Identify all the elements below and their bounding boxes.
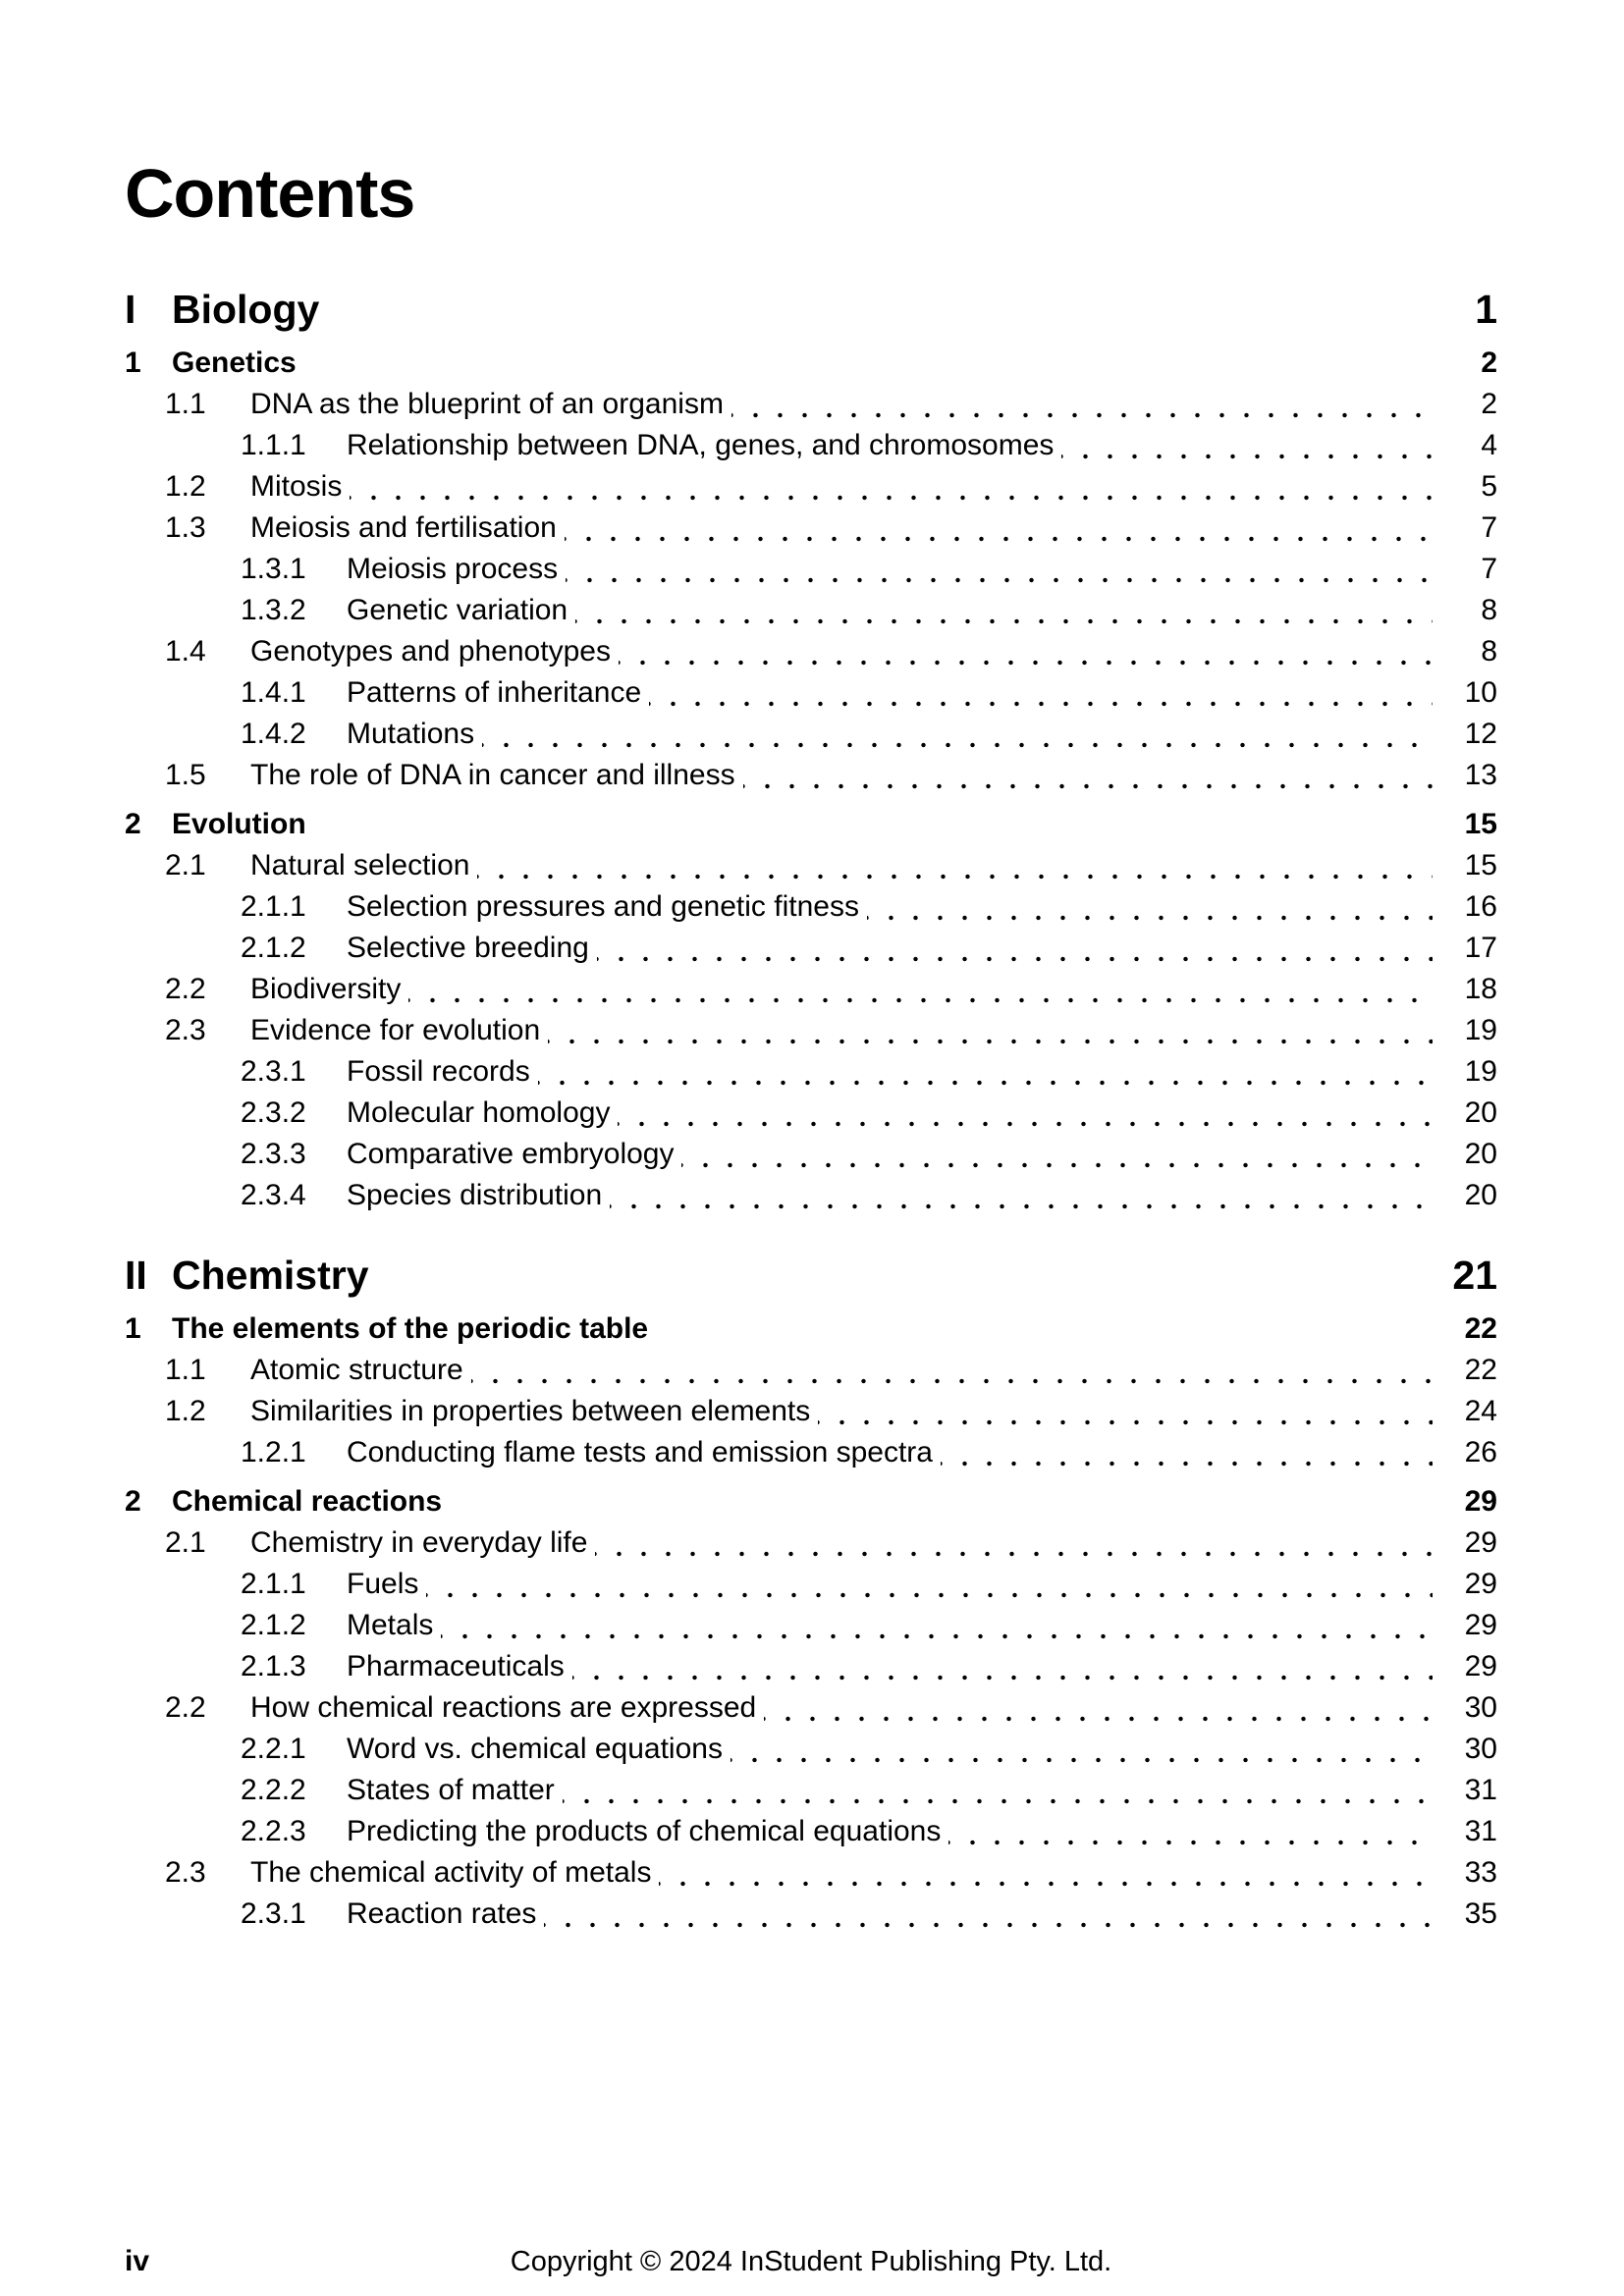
toc-subsection-page: 12 <box>1464 718 1497 750</box>
toc-subsection-number: 2.2.3 <box>241 1815 306 1847</box>
toc-subsection-title: Selective breeding <box>347 932 589 964</box>
toc-subsection-number: 2.3.1 <box>241 1897 306 1930</box>
toc-subsection-title: Molecular homology <box>347 1096 611 1129</box>
toc-part-number: I <box>125 287 136 332</box>
dot-leader <box>563 1770 1433 1811</box>
toc-subsection-page: 7 <box>1481 553 1497 585</box>
toc-chapter-title: Evolution <box>172 808 306 840</box>
toc-section-title: Similarities in properties between elements <box>250 1395 811 1427</box>
toc-chapter-number: 1 <box>125 347 141 379</box>
dot-leader <box>548 1010 1433 1051</box>
toc-chapter-row[interactable] <box>125 1481 1497 1522</box>
toc-section-row[interactable] <box>125 755 1497 796</box>
toc-section-title: Genotypes and phenotypes <box>250 635 611 667</box>
toc-chapter-title: The elements of the periodic table <box>172 1312 649 1345</box>
toc-chapter-row[interactable] <box>125 343 1497 384</box>
dot-leader <box>659 1852 1433 1894</box>
toc-subsection-page: 4 <box>1481 429 1497 461</box>
dot-leader <box>681 1134 1433 1175</box>
toc-chapter-row[interactable] <box>125 1308 1497 1350</box>
dot-leader <box>482 714 1433 755</box>
toc-subsection-number: 2.1.1 <box>241 1568 306 1600</box>
toc-section-row[interactable] <box>125 1391 1497 1432</box>
toc-subsection-page: 31 <box>1464 1774 1497 1806</box>
toc-subsection-title: Fuels <box>347 1568 419 1600</box>
toc-section-number: 1.2 <box>165 1395 206 1427</box>
toc-section-page: 8 <box>1481 635 1497 667</box>
toc-subsection-title: Genetic variation <box>347 594 568 626</box>
toc-section-page: 22 <box>1464 1354 1497 1386</box>
toc-part-number: II <box>125 1253 147 1298</box>
toc-subsection-number: 2.3.2 <box>241 1096 306 1129</box>
toc-section-title: Biodiversity <box>250 973 402 1005</box>
toc-section-number: 2.3 <box>165 1014 206 1046</box>
toc-chapter-page: 29 <box>1464 1485 1497 1518</box>
toc-section-title: DNA as the blueprint of an organism <box>250 388 724 420</box>
toc-subsection-title: Fossil records <box>347 1055 530 1088</box>
toc-subsection-page: 10 <box>1464 676 1497 709</box>
dot-leader <box>408 969 1433 1010</box>
toc-section-page: 30 <box>1464 1691 1497 1724</box>
toc-chapter-page: 2 <box>1481 347 1497 379</box>
toc-subsection-number: 1.2.1 <box>241 1436 306 1468</box>
toc-subsection-title: Patterns of inheritance <box>347 676 642 709</box>
toc-subsection-number: 1.3.2 <box>241 594 306 626</box>
dot-leader <box>818 1391 1433 1432</box>
toc-subsection-row[interactable] <box>125 1811 1497 1852</box>
toc-part-row[interactable] <box>125 1250 1497 1301</box>
toc-subsection-number: 2.3.4 <box>241 1179 306 1211</box>
toc-section-number: 1.4 <box>165 635 206 667</box>
toc-subsection-row[interactable] <box>125 590 1497 631</box>
toc-section-page: 29 <box>1464 1526 1497 1559</box>
toc-subsection-title: Relationship between DNA, genes, and chromosomes <box>347 429 1055 461</box>
toc-subsection-page: 35 <box>1464 1897 1497 1930</box>
toc-section-page: 18 <box>1464 973 1497 1005</box>
toc-chapter-number: 2 <box>125 808 141 840</box>
toc-subsection-row[interactable] <box>125 1729 1497 1770</box>
toc-subsection-page: 8 <box>1481 594 1497 626</box>
toc-section-page: 19 <box>1464 1014 1497 1046</box>
toc-section-page: 13 <box>1464 759 1497 791</box>
toc-subsection-page: 31 <box>1464 1815 1497 1847</box>
toc-section-title: Evidence for evolution <box>250 1014 541 1046</box>
toc-section-title: Meiosis and fertilisation <box>250 511 557 544</box>
toc-section-row[interactable] <box>125 969 1497 1010</box>
toc-subsection-title: Reaction rates <box>347 1897 537 1930</box>
toc-subsection-row[interactable] <box>125 1093 1497 1134</box>
toc-section-row[interactable] <box>125 1350 1497 1391</box>
toc-section-title: Atomic structure <box>250 1354 463 1386</box>
toc-section-title: How chemical reactions are expressed <box>250 1691 757 1724</box>
dot-leader <box>471 1350 1433 1391</box>
toc-subsection-title: Predicting the products of chemical equations <box>347 1815 942 1847</box>
toc-subsection-row[interactable] <box>125 928 1497 969</box>
toc-section-row[interactable] <box>125 1522 1497 1564</box>
toc-subsection-row[interactable] <box>125 1134 1497 1175</box>
dot-leader <box>649 672 1433 714</box>
dot-leader <box>764 1687 1433 1729</box>
footer-page-number: iv <box>125 2245 150 2277</box>
toc-subsection-title: Species distribution <box>347 1179 603 1211</box>
toc-part-page: 1 <box>1475 287 1497 332</box>
toc-chapter-page: 15 <box>1464 808 1497 840</box>
toc-subsection-number: 1.4.1 <box>241 676 306 709</box>
toc-section-number: 1.2 <box>165 470 206 503</box>
toc-chapter-row[interactable] <box>125 804 1497 845</box>
toc-part-title: Biology <box>172 287 320 332</box>
toc-subsection-row[interactable] <box>125 1770 1497 1811</box>
toc-section-page: 5 <box>1481 470 1497 503</box>
toc-section-number: 1.1 <box>165 1354 206 1386</box>
dot-leader <box>867 886 1433 928</box>
toc-subsection-row[interactable] <box>125 1646 1497 1687</box>
toc-subsection-row[interactable] <box>125 672 1497 714</box>
dot-leader <box>350 466 1433 507</box>
dot-leader <box>731 1729 1433 1770</box>
toc-part-title: Chemistry <box>172 1253 369 1298</box>
toc-section-title: The role of DNA in cancer and illness <box>250 759 735 791</box>
toc-subsection-page: 19 <box>1464 1055 1497 1088</box>
toc-part-page: 21 <box>1452 1253 1497 1298</box>
toc-subsection-page: 20 <box>1464 1138 1497 1170</box>
toc-subsection-number: 2.2.2 <box>241 1774 306 1806</box>
toc-subsection-number: 2.1.3 <box>241 1650 306 1682</box>
toc-subsection-page: 16 <box>1464 890 1497 923</box>
dot-leader <box>619 631 1433 672</box>
toc-section-number: 1.5 <box>165 759 206 791</box>
toc-section-row[interactable] <box>125 466 1497 507</box>
toc-section-page: 2 <box>1481 388 1497 420</box>
dot-leader <box>941 1432 1433 1473</box>
toc-subsection-number: 2.2.1 <box>241 1733 306 1765</box>
toc-section-title: Chemistry in everyday life <box>250 1526 588 1559</box>
toc-subsection-row[interactable] <box>125 1894 1497 1935</box>
toc-subsection-row[interactable] <box>125 549 1497 590</box>
toc-subsection-page: 29 <box>1464 1650 1497 1682</box>
toc-subsection-number: 1.4.2 <box>241 718 306 750</box>
toc-section-row[interactable] <box>125 631 1497 672</box>
toc-section-row[interactable] <box>125 1687 1497 1729</box>
toc-subsection-page: 20 <box>1464 1096 1497 1129</box>
toc-subsection-title: Pharmaceuticals <box>347 1650 565 1682</box>
dot-leader <box>477 845 1433 886</box>
toc-subsection-page: 30 <box>1464 1733 1497 1765</box>
toc-subsection-title: States of matter <box>347 1774 555 1806</box>
toc-section-title: Natural selection <box>250 849 470 881</box>
toc-subsection-row[interactable] <box>125 1175 1497 1216</box>
toc-section-row[interactable] <box>125 1010 1497 1051</box>
dot-leader <box>743 755 1433 796</box>
dot-leader <box>538 1051 1433 1093</box>
toc-section-number: 2.2 <box>165 973 206 1005</box>
dot-leader <box>610 1175 1433 1216</box>
toc-chapter-number: 1 <box>125 1312 141 1345</box>
dot-leader <box>618 1093 1433 1134</box>
toc-subsection-title: Mutations <box>347 718 475 750</box>
toc-subsection-title: Word vs. chemical equations <box>347 1733 723 1765</box>
toc-subsection-row[interactable] <box>125 1564 1497 1605</box>
toc-subsection-row[interactable] <box>125 886 1497 928</box>
toc-subsection-title: Metals <box>347 1609 434 1641</box>
page-footer <box>125 2241 1497 2282</box>
toc-section-row[interactable] <box>125 507 1497 549</box>
toc-subsection-page: 29 <box>1464 1609 1497 1641</box>
toc-section-page: 33 <box>1464 1856 1497 1889</box>
dot-leader <box>566 549 1433 590</box>
toc-subsection-number: 1.3.1 <box>241 553 306 585</box>
toc-subsection-page: 20 <box>1464 1179 1497 1211</box>
dot-leader <box>426 1564 1433 1605</box>
dot-leader <box>731 384 1433 425</box>
toc-section-title: The chemical activity of metals <box>250 1856 652 1889</box>
toc-section-number: 1.1 <box>165 388 206 420</box>
toc-subsection-title: Selection pressures and genetic fitness <box>347 890 859 923</box>
toc-section-row[interactable] <box>125 845 1497 886</box>
toc-part-row[interactable] <box>125 284 1497 335</box>
toc-subsection-title: Conducting flame tests and emission spectra <box>347 1436 933 1468</box>
dot-leader <box>597 928 1433 969</box>
dot-leader <box>572 1646 1433 1687</box>
toc-subsection-number: 1.1.1 <box>241 429 306 461</box>
dot-leader <box>544 1894 1433 1935</box>
dot-leader <box>1061 425 1433 466</box>
toc-section-number: 2.3 <box>165 1856 206 1889</box>
page-title: Contents <box>125 155 415 232</box>
toc-chapter-page: 22 <box>1464 1312 1497 1345</box>
toc-chapter-title: Genetics <box>172 347 297 379</box>
dot-leader <box>575 590 1433 631</box>
toc-subsection-page: 29 <box>1464 1568 1497 1600</box>
toc-subsection-page: 17 <box>1464 932 1497 964</box>
toc-subsection-row[interactable] <box>125 1605 1497 1646</box>
toc-section-row[interactable] <box>125 384 1497 425</box>
toc-section-page: 7 <box>1481 511 1497 544</box>
toc-subsection-title: Meiosis process <box>347 553 559 585</box>
toc-section-number: 1.3 <box>165 511 206 544</box>
toc-chapter-number: 2 <box>125 1485 141 1518</box>
toc-subsection-number: 2.3.1 <box>241 1055 306 1088</box>
dot-leader <box>441 1605 1433 1646</box>
toc-section-number: 2.1 <box>165 849 206 881</box>
toc-subsection-title: Comparative embryology <box>347 1138 675 1170</box>
toc-section-page: 15 <box>1464 849 1497 881</box>
toc-subsection-number: 2.1.2 <box>241 1609 306 1641</box>
toc-section-number: 2.1 <box>165 1526 206 1559</box>
toc-subsection-page: 26 <box>1464 1436 1497 1468</box>
toc-section-number: 2.2 <box>165 1691 206 1724</box>
footer-copyright: Copyright © 2024 InStudent Publishing Pty. Ltd. <box>510 2246 1112 2277</box>
toc-subsection-number: 2.1.1 <box>241 890 306 923</box>
toc-subsection-row[interactable] <box>125 1432 1497 1473</box>
toc-subsection-row[interactable] <box>125 425 1497 466</box>
toc-subsection-number: 2.1.2 <box>241 932 306 964</box>
toc-subsection-row[interactable] <box>125 1051 1497 1093</box>
dot-leader <box>565 507 1433 549</box>
dot-leader <box>948 1811 1433 1852</box>
toc-section-row[interactable] <box>125 1852 1497 1894</box>
toc-chapter-title: Chemical reactions <box>172 1485 443 1518</box>
toc-section-page: 24 <box>1464 1395 1497 1427</box>
toc-section-title: Mitosis <box>250 470 343 503</box>
toc-subsection-row[interactable] <box>125 714 1497 755</box>
toc-subsection-number: 2.3.3 <box>241 1138 306 1170</box>
table-of-contents <box>125 284 1497 1935</box>
dot-leader <box>595 1522 1433 1564</box>
